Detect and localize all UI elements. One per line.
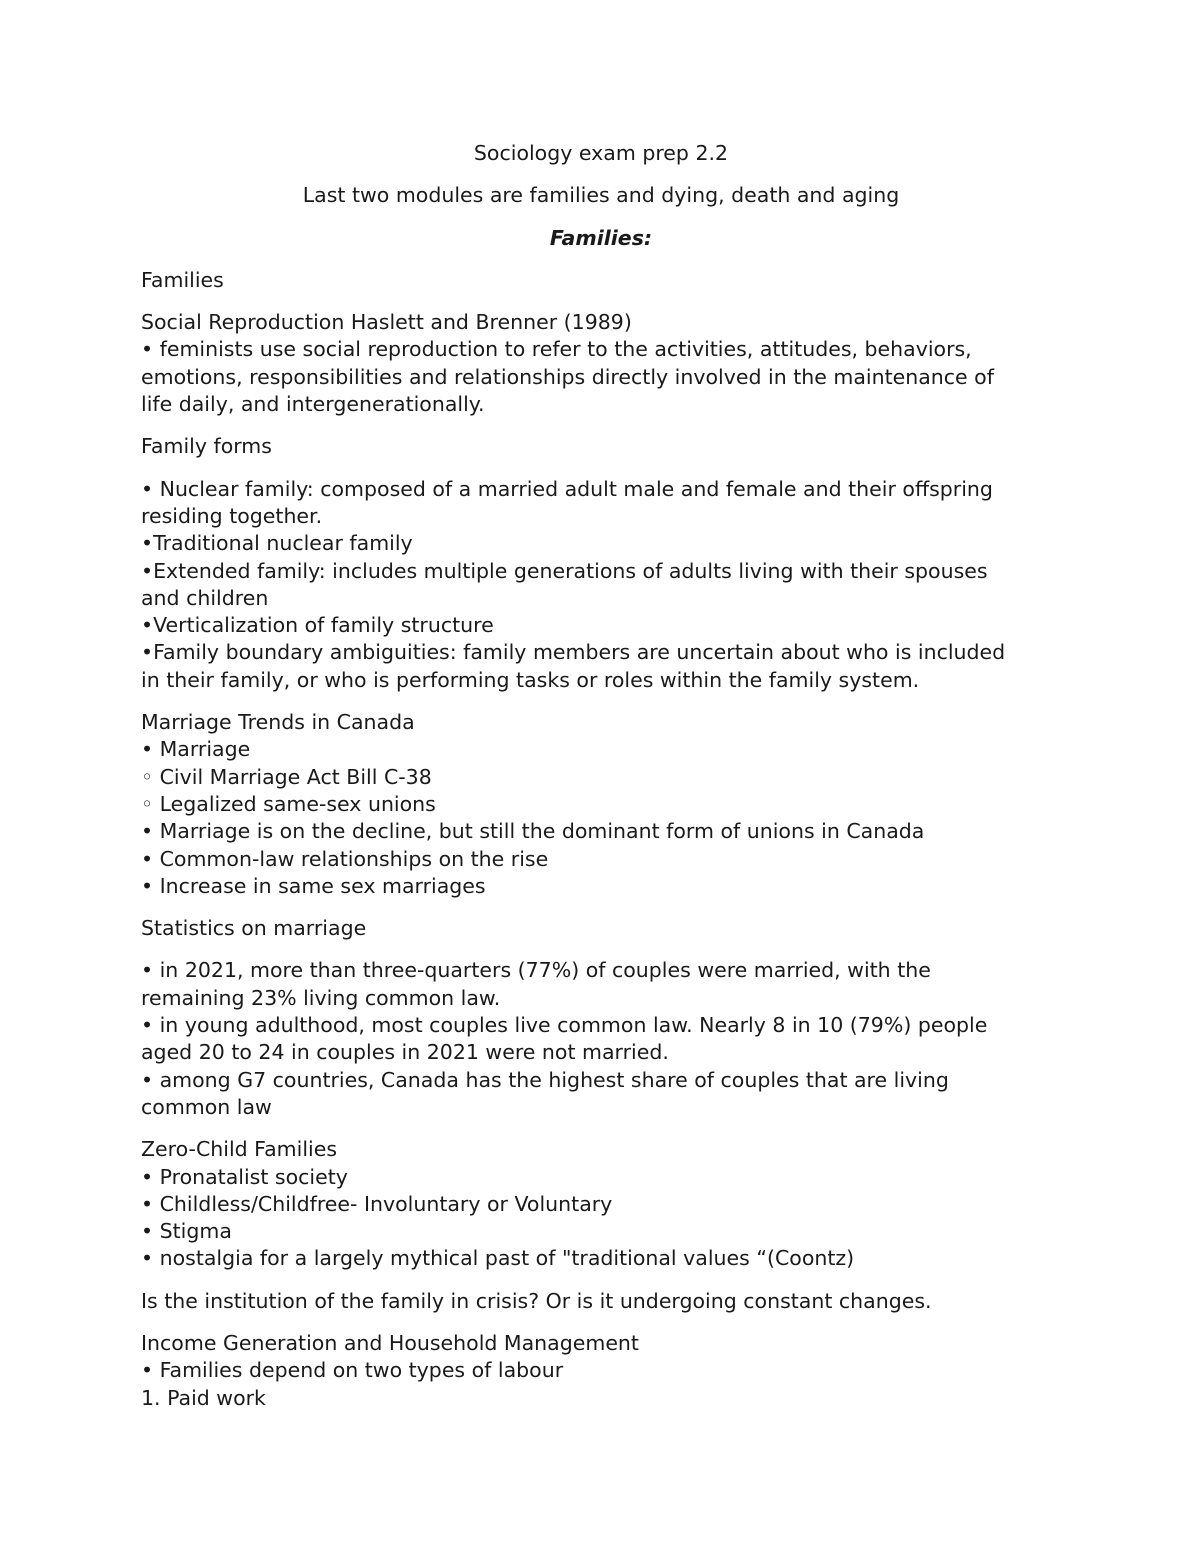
crisis-question: Is the institution of the family in crisis? Or is it undergoing constant changes.: [141, 1288, 932, 1313]
document-title: Sociology exam prep 2.2: [473, 141, 729, 165]
section-line: emotions, responsibilities and relationships directly involved in the maintenance of: [141, 364, 994, 389]
statistics-section: [141, 915, 1061, 1121]
section-line: and children: [141, 585, 269, 610]
section-line: life daily, and intergenerationally.: [141, 392, 485, 417]
section-line: residing together.: [141, 503, 323, 528]
section-heading: Family forms: [141, 434, 272, 459]
section-line: •Family boundary ambiguities: family members are uncertain about who is included: [141, 640, 1006, 665]
section-line: • Marriage is on the decline, but still the dominant form of unions in Canada: [141, 819, 925, 844]
section-line: • among G7 countries, Canada has the highest share of couples that are living: [141, 1067, 949, 1092]
section-line: • Stigma: [141, 1219, 232, 1244]
section-line: • nostalgia for a largely mythical past of "traditional values “(Coontz): [141, 1246, 855, 1271]
zero-child-section: [141, 1136, 1061, 1272]
main-heading: Families:: [549, 225, 653, 250]
section-line: common law: [141, 1094, 272, 1119]
section-line: • Childless/Childfree- Involuntary or Voluntary: [141, 1191, 613, 1216]
document-subtitle: Last two modules are families and dying, death and aging: [302, 183, 900, 208]
section-line: • feminists use social reproduction to refer to the activities, attitudes, behaviors,: [141, 337, 972, 362]
income-section: [141, 1330, 1061, 1412]
section-line: in their family, or who is performing tasks or roles within the family system.: [141, 667, 920, 692]
families-label: Families: [141, 267, 224, 292]
section-heading: Social Reproduction Haslett and Brenner (1989): [141, 310, 632, 335]
marriage-trends-section: [141, 709, 1061, 900]
social-reproduction-section: [141, 309, 1061, 418]
section-line: 1. Paid work: [141, 1385, 266, 1410]
section-line: • Marriage: [141, 737, 251, 762]
section-line: •Verticalization of family structure: [141, 613, 494, 638]
section-line: •Extended family: includes multiple generations of adults living with their spouses: [141, 558, 988, 583]
family-forms-section: [141, 433, 1061, 694]
section-line: • in 2021, more than three-quarters (77%) of couples were married, with the: [141, 958, 931, 983]
section-line: •Traditional nuclear family: [141, 531, 413, 556]
section-line: • Families depend on two types of labour: [141, 1358, 564, 1383]
section-line: • Nuclear family: composed of a married adult male and female and their offspring: [141, 476, 993, 501]
section-line: ◦ Civil Marriage Act Bill C-38: [141, 764, 432, 789]
section-heading: Marriage Trends in Canada: [141, 710, 415, 735]
section-spacer: [141, 942, 1061, 957]
section-line: ◦ Legalized same-sex unions: [141, 791, 436, 816]
section-line: • Common-law relationships on the rise: [141, 846, 549, 871]
section-heading: Statistics on marriage: [141, 916, 367, 941]
section-heading: Income Generation and Household Management: [141, 1330, 639, 1355]
section-line: • in young adulthood, most couples live common law. Nearly 8 in 10 (79%) people: [141, 1013, 988, 1038]
document-page: [141, 140, 1061, 1427]
section-heading: Zero-Child Families: [141, 1137, 338, 1162]
section-line: aged 20 to 24 in couples in 2021 were not married.: [141, 1040, 669, 1065]
section-spacer: [141, 461, 1061, 476]
section-line: • Increase in same sex marriages: [141, 873, 486, 898]
section-line: remaining 23% living common law.: [141, 985, 501, 1010]
section-line: • Pronatalist society: [141, 1164, 348, 1189]
